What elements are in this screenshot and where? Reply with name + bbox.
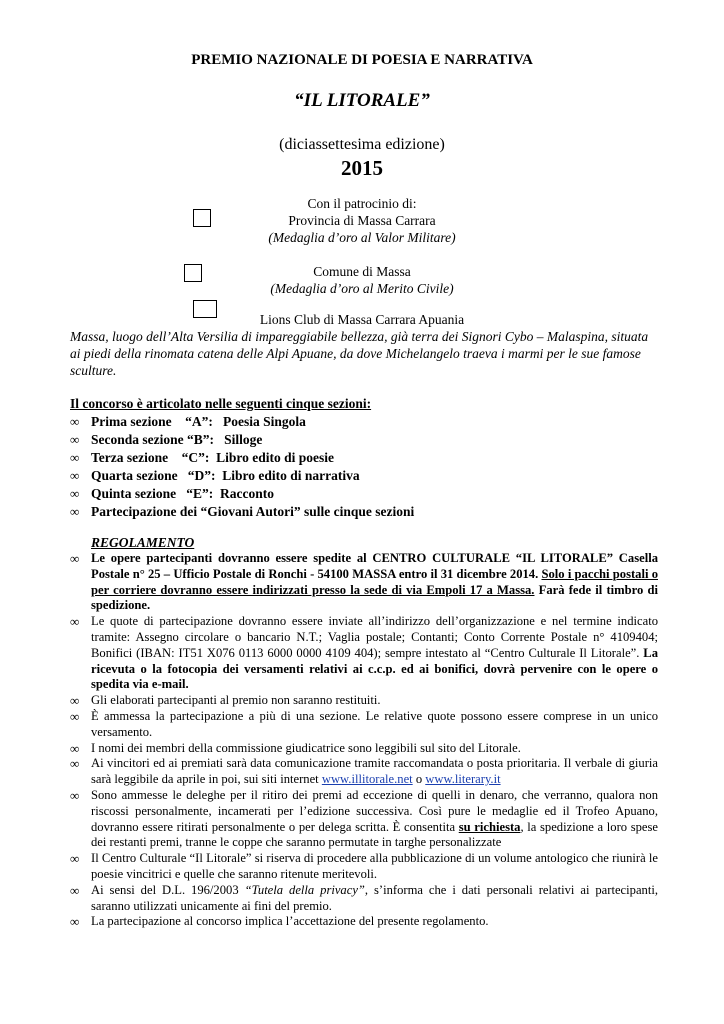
infinity-bullet-icon: ∞	[70, 693, 80, 709]
sections-heading: Il concorso è articolato nelle seguenti cinque sezioni:	[70, 396, 372, 411]
list-item	[70, 914, 658, 930]
infinity-bullet-icon: ∞	[70, 614, 80, 630]
edition-year: 2015	[341, 156, 383, 180]
infinity-bullet-icon: ∞	[70, 787, 80, 803]
list-item	[70, 693, 658, 709]
list-item	[70, 709, 658, 741]
patronage-block-1	[0, 195, 724, 246]
rules-list	[70, 551, 658, 930]
infinity-bullet-icon: ∞	[70, 486, 80, 501]
infinity-bullet-icon: ∞	[70, 740, 80, 756]
rule-text-underlined: su richiesta	[458, 819, 521, 834]
infinity-bullet-icon: ∞	[70, 432, 80, 447]
rule-text: È ammessa la partecipazione a più di una sezione. Le relative quote possono essere comprese in un unico versamento.	[91, 708, 658, 739]
rule-text: Ai vincitori ed ai premiati sarà data comunicazione tramite raccomandata o posta prioritaria. Il verbale di giuria sarà leggibile da aprile in poi, sui siti internet	[91, 756, 658, 787]
rule-text: La partecipazione al concorso implica l’accettazione del presente regolamento.	[91, 914, 489, 929]
section-label: Quarta sezione “D”: Libro edito di narrativa	[91, 468, 360, 483]
patronage-comune-medal: (Medaglia d’oro al Merito Civile)	[270, 281, 454, 296]
rule-text: I nomi dei membri della commissione giudicatrice sono leggibili sul sito del Litorale.	[91, 740, 521, 755]
prize-name: “IL LITORALE”	[294, 90, 430, 111]
section-label: Partecipazione dei “Giovani Autori” sulle cinque sezioni	[91, 504, 415, 519]
list-item	[70, 485, 670, 503]
infinity-bullet-icon: ∞	[70, 708, 80, 724]
list-item	[70, 431, 670, 449]
patronage-heading: Con il patrocinio di:	[307, 196, 417, 211]
rule-text: Le quote di partecipazione dovranno essere inviate all’indirizzo dell’organizzazione e nel termine indicato tramite: Assegno circolare o bancario N.T.; Vaglia postale; Contanti; Conto Corrente Postale n° 4109404; Bonifici (IBAN: IT51 X076 0113 6000 0000 4109 404); sempre intestato al “Centro Culturale Il Litorale”.	[91, 614, 658, 660]
patronage-comune: Comune di Massa	[313, 264, 411, 279]
rule-text: Gli elaborati partecipanti al premio non saranno restituiti.	[91, 693, 381, 708]
regolamento-heading: REGOLAMENTO	[91, 535, 195, 550]
list-item	[70, 413, 670, 431]
list-item	[70, 551, 658, 614]
infinity-bullet-icon: ∞	[70, 851, 80, 867]
patronage-provincia: Provincia di Massa Carrara	[288, 213, 436, 228]
section-label: Quinta sezione “E”: Racconto	[91, 486, 274, 501]
rule-text: o	[415, 772, 423, 787]
edition-label: (diciassettesima edizione)	[279, 136, 445, 153]
rule-text: Il Centro Culturale “Il Litorale” si riserva di procedere alla pubblicazione di un volume antologico che riunirà le poesie vincitrici e quelle che saranno ritenute meritevoli.	[91, 851, 658, 881]
website-link-literary[interactable]: www.literary.it	[425, 772, 501, 787]
infinity-bullet-icon: ∞	[70, 414, 80, 429]
patronage-block-3	[0, 311, 724, 328]
section-label: Seconda sezione “B”: Silloge	[91, 432, 263, 447]
rule-text: Ai sensi del D.L. 196/2003	[91, 882, 239, 897]
patronage-lions: Lions Club di Massa Carrara Apuania	[259, 312, 465, 327]
list-item	[70, 851, 658, 883]
intro-paragraph: Massa, luogo dell’Alta Versilia di impareggiabile bellezza, già terra dei Signori Cybo – Malaspina, situata ai piedi della rinomata catena delle Alpi Apuane, da dove Michelangelo traeva i marmi per le sue famose sculture.	[70, 329, 649, 378]
rule-text-bold: La ricevuta o la fotocopia dei versamenti relativi ai c.c.p. ed ai bonifici, dovrà pervenire con le opere o spedita via e-mail.	[91, 645, 658, 692]
website-link-illitorale[interactable]: www.illitorale.net	[321, 772, 413, 787]
sections-list	[70, 413, 670, 521]
list-item	[70, 788, 658, 851]
rule-text: Farà fede il timbro di spedizione.	[91, 582, 658, 613]
infinity-bullet-icon: ∞	[70, 551, 80, 566]
rule-text-underlined: Solo i pacchi postali o per corriere dovranno essere indirizzati presso la sede di via Empoli 17 a Massa.	[91, 566, 658, 597]
infinity-bullet-icon: ∞	[70, 882, 80, 898]
infinity-bullet-icon: ∞	[70, 914, 80, 930]
patronage-block-2	[0, 263, 724, 297]
list-item	[70, 503, 670, 521]
list-item	[70, 756, 658, 788]
infinity-bullet-icon: ∞	[70, 450, 80, 465]
list-item	[70, 614, 658, 693]
section-label: Terza sezione “C”: Libro edito di poesie	[91, 450, 334, 465]
infinity-bullet-icon: ∞	[70, 756, 80, 772]
rule-text: Sono ammesse le deleghe per il ritiro dei premi ad eccezione di quelli in denaro, che verranno, qualora non riscossi personalmente, incamerati per l’edizione successiva. Così pure le medaglie ed il Trofeo Apuano, dovranno essere ritirati personalmente o per delega scritta. È consentita	[91, 787, 658, 834]
list-item	[70, 467, 670, 485]
rule-text: , s’informa che i dati personali relativi ai partecipanti, saranno utilizzati unicamente ai fini del premio.	[91, 882, 658, 913]
section-label: Prima sezione “A”: Poesia Singola	[91, 414, 306, 429]
infinity-bullet-icon: ∞	[70, 504, 80, 519]
rule-text-italic: “Tutela della privacy”	[244, 882, 365, 897]
rule-text: Le opere partecipanti dovranno essere spedite al CENTRO CULTURALE “IL LITORALE” Casella Postale n° 25 – Ufficio Postale di Ronchi - 54100 MASSA entro il 31 dicembre 2014.	[91, 551, 658, 581]
list-item	[70, 883, 658, 915]
rule-text: , la spedizione a loro spese dei restanti premi, tranne le coppe che saranno permutate in targhe personalizzate	[91, 819, 659, 850]
list-item	[70, 449, 670, 467]
prize-title: PREMIO NAZIONALE DI POESIA E NARRATIVA	[191, 52, 533, 68]
patronage-provincia-medal: (Medaglia d’oro al Valor Militare)	[268, 230, 456, 245]
list-item	[70, 741, 658, 757]
infinity-bullet-icon: ∞	[70, 468, 80, 483]
